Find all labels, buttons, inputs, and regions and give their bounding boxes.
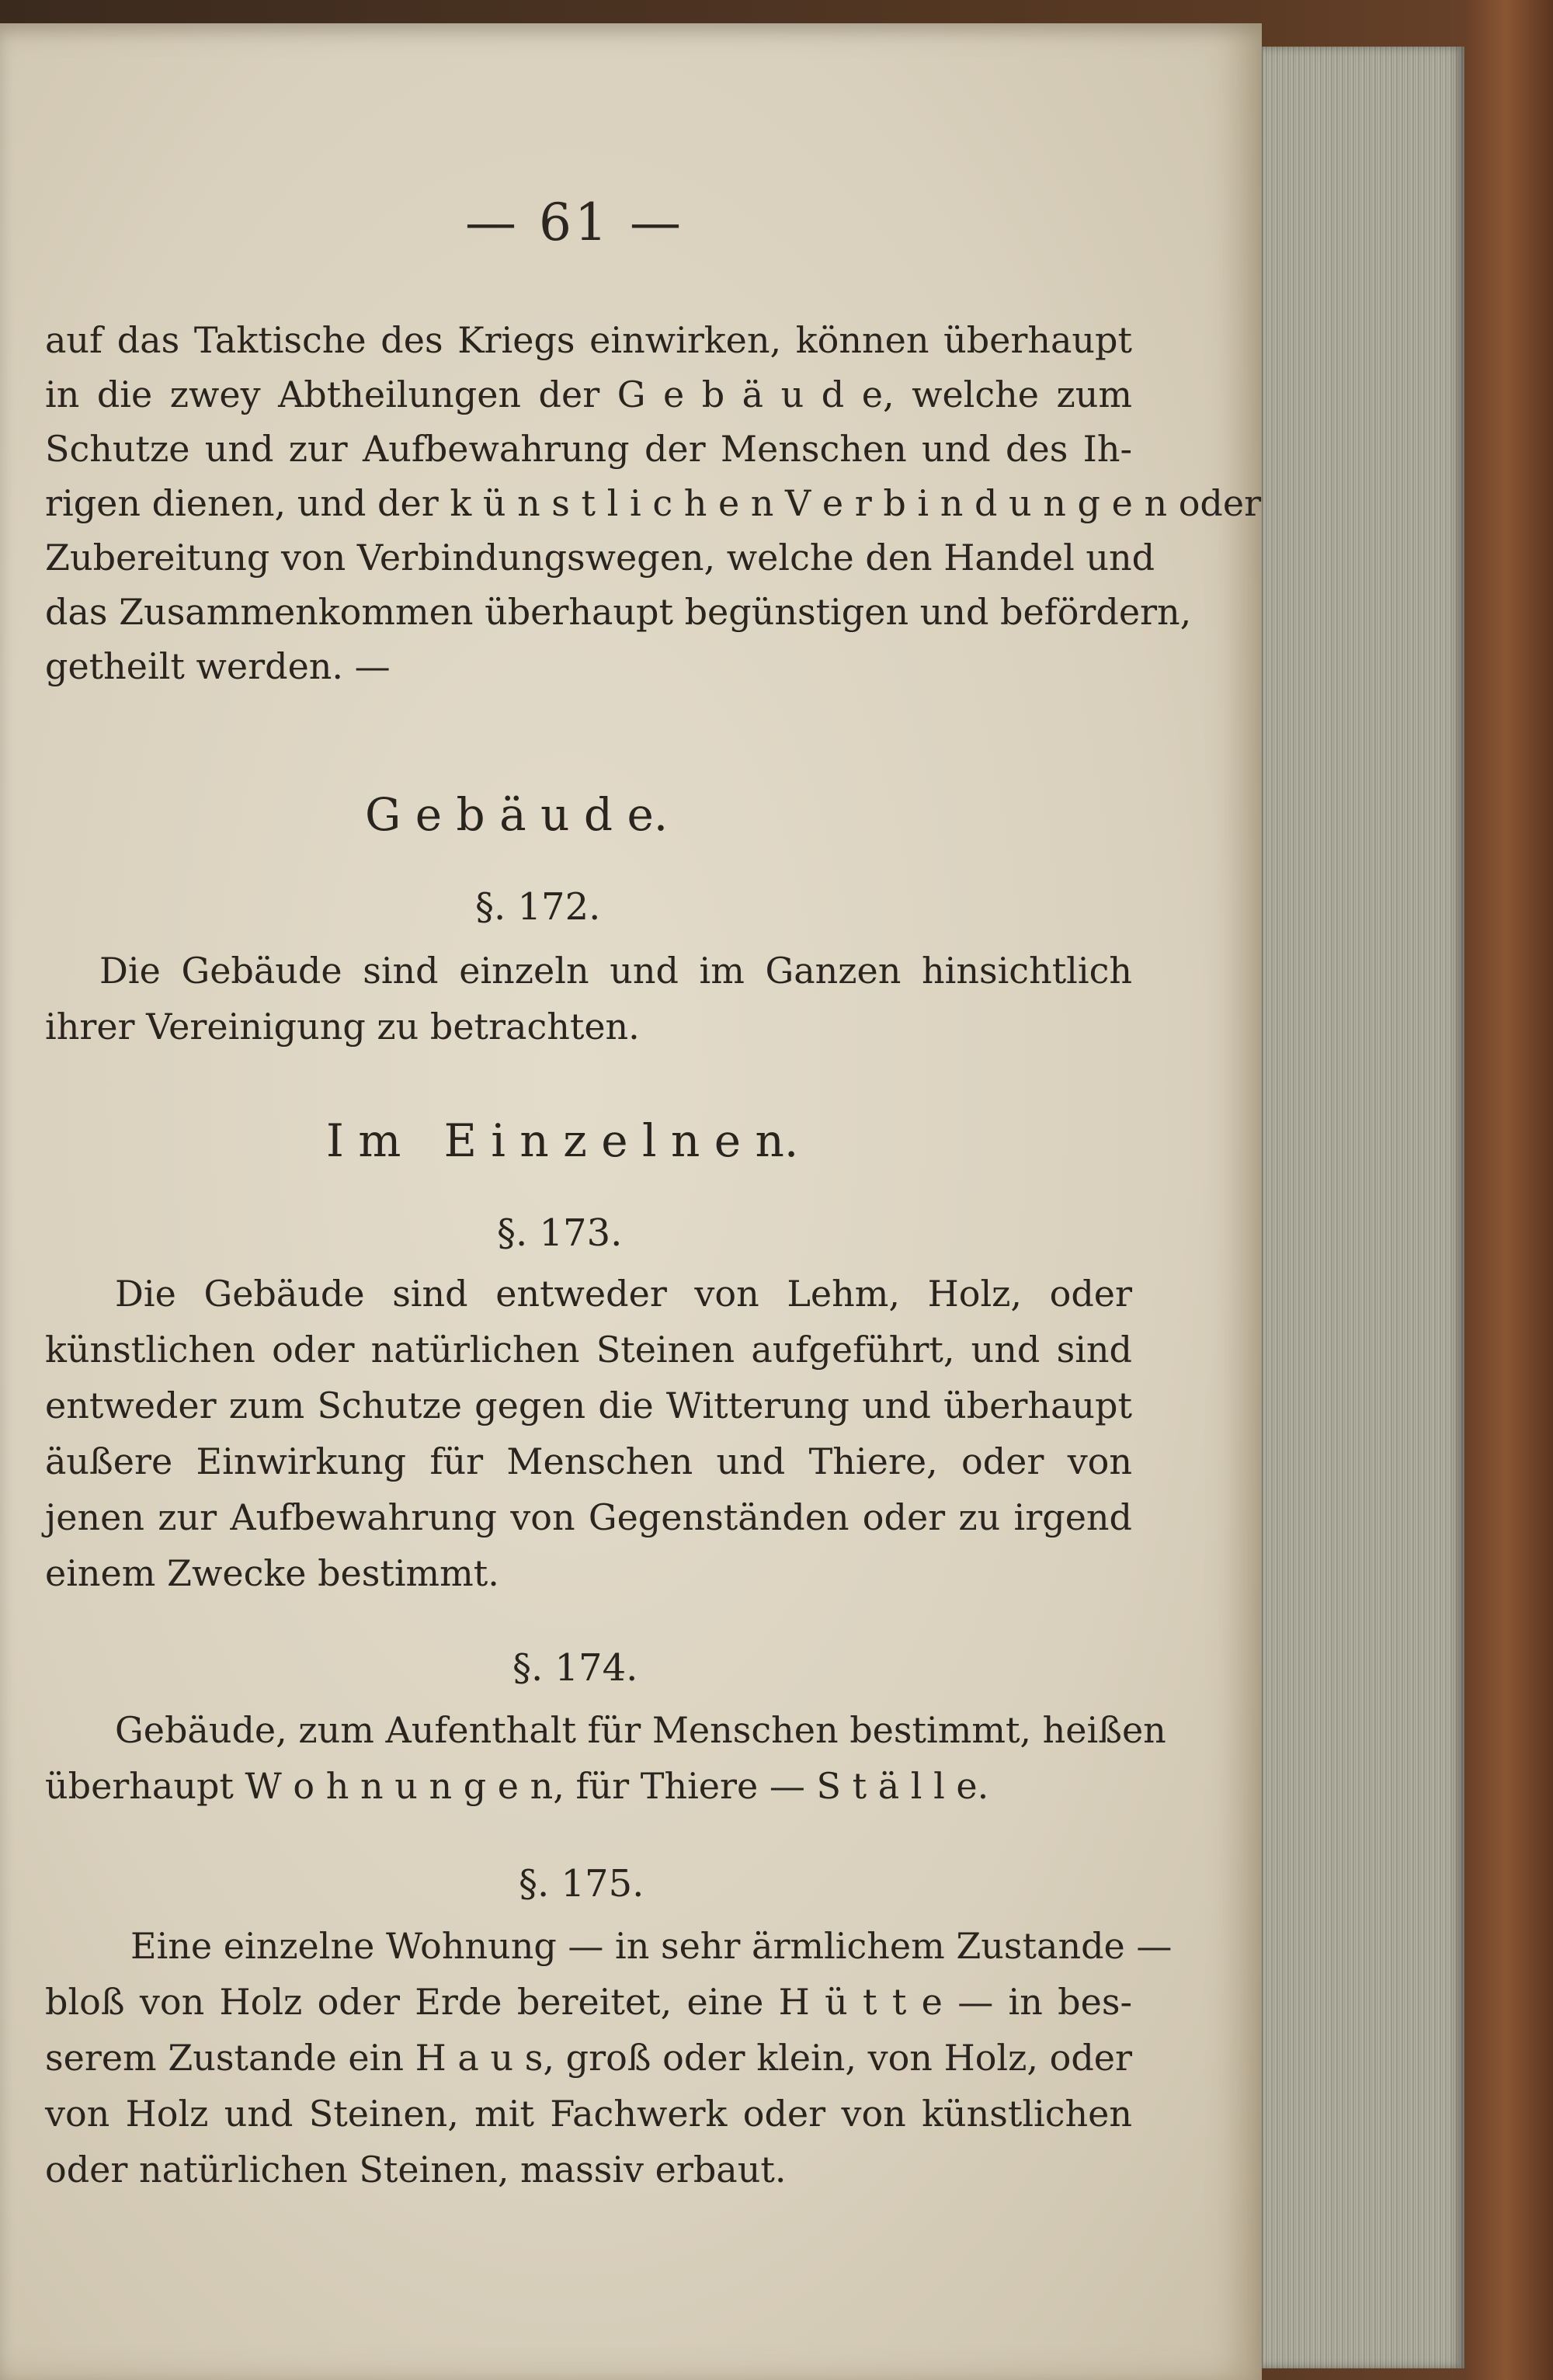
- cover-edge: [1468, 0, 1553, 2380]
- s175-line-3: serem Zustande ein H a u s, groß oder klein, von Holz, oder: [45, 2037, 1132, 2079]
- section-174-number: §. 174.: [512, 1646, 638, 1690]
- heading-gebaeude: G e b ä u d e.: [365, 788, 669, 841]
- intro-line-6: das Zusammenkommen überhaupt begünstigen und befördern,: [45, 591, 1192, 633]
- heading-einzelnen: I m E i n z e l n e n.: [326, 1114, 799, 1167]
- section-172-number: §. 172.: [475, 885, 601, 929]
- s175-line-5: oder natürlichen Steinen, massiv erbaut.: [45, 2149, 787, 2191]
- section-175-number: §. 175.: [519, 1862, 644, 1906]
- s173-line-2: künstlichen oder natürlichen Steinen aufgeführt, und sind: [45, 1329, 1132, 1371]
- s173-line-5: jenen zur Aufbewahrung von Gegenständen oder zu irgend: [45, 1496, 1132, 1538]
- section-173-number: §. 173.: [497, 1211, 623, 1255]
- intro-line-7: getheilt werden. —: [45, 645, 391, 687]
- s175-line-4: von Holz und Steinen, mit Fachwerk oder von künstlichen: [45, 2093, 1132, 2135]
- s172-line-1: Die Gebäude sind einzeln und im Ganzen hinsichtlich: [99, 950, 1132, 992]
- intro-line-4: rigen dienen, und der k ü n s t l i c h e n V e r b i n d u n g e n oder: [45, 482, 1262, 524]
- s175-line-2: bloß von Holz oder Erde bereitet, eine H ü t t e — in bes-: [45, 1981, 1132, 2023]
- intro-line-2: in die zwey Abtheilungen der G e b ä u d e, welche zum: [45, 374, 1132, 415]
- book-page: [0, 23, 1262, 2380]
- intro-line-1: auf das Taktische des Kriegs einwirken, können überhaupt: [45, 319, 1132, 361]
- s173-line-1: Die Gebäude sind entweder von Lehm, Holz, oder: [115, 1273, 1132, 1315]
- intro-line-3: Schutze und zur Aufbewahrung der Menschen und des Ih-: [45, 428, 1132, 470]
- page-edges: [1258, 47, 1464, 2368]
- s173-line-4: äußere Einwirkung für Menschen und Thiere, oder von: [45, 1440, 1132, 1482]
- s172-line-2: ihrer Vereinigung zu betrachten.: [45, 1006, 640, 1048]
- intro-line-5: Zubereitung von Verbindungswegen, welche den Handel und: [45, 537, 1155, 578]
- page-number: — 61 —: [465, 193, 684, 252]
- s174-line-2: überhaupt W o h n u n g e n, für Thiere — S t ä l l e.: [45, 1765, 989, 1807]
- s173-line-6: einem Zwecke bestimmt.: [45, 1552, 499, 1594]
- s173-line-3: entweder zum Schutze gegen die Witterung und überhaupt: [45, 1385, 1132, 1426]
- s174-line-1: Gebäude, zum Aufenthalt für Menschen bestimmt, heißen: [115, 1709, 1166, 1751]
- s175-line-1: Eine einzelne Wohnung — in sehr ärmlichem Zustande —: [130, 1925, 1173, 1967]
